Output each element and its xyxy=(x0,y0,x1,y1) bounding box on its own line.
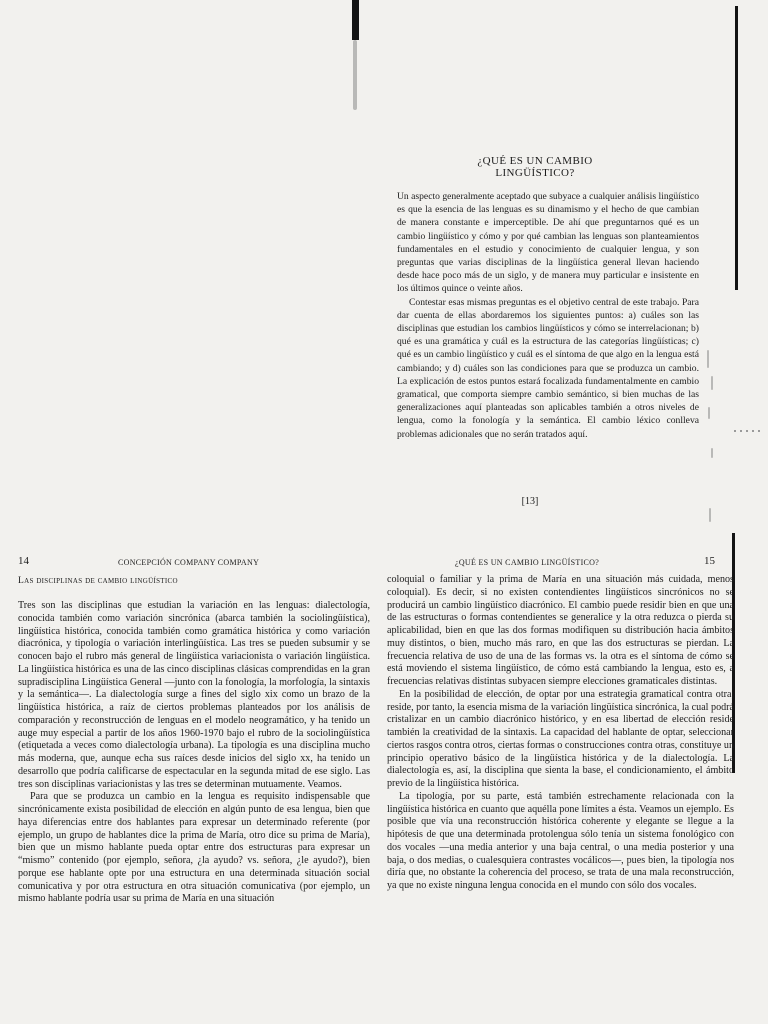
left-paragraph-1: Tres son las disciplinas que estudian la variación en las lenguas: dialectología, conocida también como variación sincrónica (abarca también la sociolingüística), lingüística histórica, conocida también como gramática histórica y como variación diacrónica, y tipología o variación interlingüística. Las tres se pueden subsumir y se conocen bajo el rubro más general de lingüística variacionista o variación lingüística. La lingüística histórica es una de las cinco disciplinas clásicas comprendidas en la gran supradisciplina Lingüística General —junto con la fonología, la morfología, la sintaxis y la semántica—. La dialectología surge a fines del siglo xix como un brazo de la lingüística histórica, a raíz de ciertos problemas planteados por los análisis de comparación y reconstrucción de lenguas en el modelo neogramático, y ha tenido un auge muy especial a partir de los años 1960-1970 bajo el rubro de la sociolingüística (etiquetada a veces como dialectología urbana). La tipología es una disciplina mucho más moderna, que, aunque echa sus raíces desde inicios del siglo xx, ha tenido un desarrollo que podría calificarse de espectacular en la segunda mitad de ese siglo. Las tres son disciplinas variacionistas y las tres se determinan mutuamente. Veamos. xyxy=(18,600,370,790)
intro-text xyxy=(397,190,699,441)
right-paragraph-3: La tipología, por su parte, está también estrechamente relacionada con la lingüística histórica en cuanto que aquélla pone límites a ésta. Veamos un ejemplo. Es posible que vía una reconstrucción histórica coherente y elegante se llegue a la hipótesis de que una determinada protolengua sólo tenía un sistema fonológico con dos vocales —una media anterior y una baja central, o una media posterior y una baja, o dos medias, o cualesquiera contrastes vocálicos—, pues bien, la tipología nos diría que, no obstante la coherencia del proceso, se trata de una mala reconstrucción, ya que no existe ninguna lengua conocida en el mundo con sólo dos vocales. xyxy=(387,790,734,891)
scan-edge-right-top xyxy=(735,6,738,290)
scan-mark xyxy=(711,376,713,390)
left-column xyxy=(18,600,370,906)
page-number-14: 14 xyxy=(18,555,29,567)
right-column xyxy=(387,574,734,893)
scan-mark xyxy=(707,350,709,368)
page-number-15: 15 xyxy=(704,555,715,567)
section-title: Las disciplinas de cambio lingüístico xyxy=(18,576,178,586)
scan-mark xyxy=(709,508,711,522)
running-head-left: CONCEPCIÓN COMPANY COMPANY xyxy=(118,558,260,567)
right-paragraph-2: En la posibilidad de elección, de optar por una estrategia gramatical contra otra, reside, por tanto, la esencia misma de la variación lingüística sincrónica, la cual podrá cristalizar en un cambio diacrónico histórico, y en esa libertad de elección reside también la creatividad de la sintaxis. La capacidad del hablante de optar, seleccionar ciertos rasgos contra otros, ciertas formas o construcciones contra otras, constituye un principio operativo básico de la lingüística histórica y de la dialectología. La dialectología es, así, la disciplina que sienta la base, el condicionamiento, el ámbito previo de la lingüística histórica. xyxy=(387,688,734,789)
page-number-13: [13] xyxy=(521,496,539,507)
running-head-right: ¿QUÉ ES UN CAMBIO LINGÜÍSTICO? xyxy=(455,558,600,567)
scan-dots xyxy=(734,430,764,432)
right-paragraph-1: coloquial o familiar y la prima de María en una situación más cuidada, menos coloquial). Es decir, si no existen contendientes lingüísticos sincrónicos no se producirá un cambio lingüístico diacrónico. El cambio puede residir bien en que una de las estructuras o formas contendientes se generalice y la otra reduzca o pierda su aplicabilidad, bien en que las dos formas modifiquen su distribución hacia ámbitos muy distintos, o bien, mucho más raro, en que las dos estructuras se pierdan. La frecuencia relativa de uso de una de las formas vs. la otra es el síntoma de cómo se está moviendo el sistema lingüístico, de cómo está cambiando la lengua, esto es, a frecuencias relativas distintas subyacen siempre elecciones gramaticales distintas. xyxy=(387,574,734,687)
scan-mark xyxy=(711,448,713,458)
intro-paragraph-1: Un aspecto generalmente aceptado que subyace a cualquier análisis lingüístico es que la esencia de las lenguas es su dinamismo y el hecho de que cambian de manera constante e imperceptible. De ahí que preguntarnos qué es un cambio lingüístico y cómo y por qué cambian las lenguas son planteamientos fundamentales en el estudio y conocimiento de cualquier lengua, y son preguntas que varias disciplinas de la lingüística general llevan haciendo desde hace poco más de un siglo, y de manera muy particular e insistente en los últimos quince o veinte años. xyxy=(397,191,699,295)
left-paragraph-2: Para que se produzca un cambio en la lengua es requisito indispensable que sincrónicamente exista posibilidad de elección en algún punto de esa lengua, bien que haya diferencias entre dos hablantes para expresar un determinado referente (por ejemplo, un grupo de hablantes dice la prima de María, otro dice su prima de María), bien que un mismo hablante pueda optar entre dos estructuras para expresar un “mismo” contenido (por ejemplo, señora, ¿la ayudo? vs. señora, ¿le ayudo?), bien porque ese hablante opte por una estructura en una determinada situación social comunicativa y por otra estructura en otra situación comunicativa (por ejemplo, un mismo hablante podría usar su prima de María en una situación xyxy=(18,791,370,905)
chapter-title: ¿QUÉ ES UN CAMBIO LINGÜÍSTICO? xyxy=(477,155,593,179)
scan-edge-top xyxy=(352,0,359,40)
intro-paragraph-2: Contestar esas mismas preguntas es el objetivo central de este trabajo. Para dar cuenta de ellas abordaremos los siguientes puntos: a) cuáles son las disciplinas que estudian los cambios lingüísticos y cómo se interrelacionan; b) qué es una gramática y cuál es la estructura de las categorías lingüísticas; c) qué es un cambio lingüístico y cuál es el síntoma de que algo en la lengua está cambiando; y d) cuáles son las condiciones para que se produzca un cambio. La explicación de estos puntos estará focalizada fundamentalmente en cambio gramatical, que comporta siempre cambio semántico, si bien muchas de las generalizaciones aquí planteadas son aplicables también a otros niveles de lengua, como la fonología y la semántica. El cambio léxico conlleva problemas adicionales que no serán tratados aquí. xyxy=(397,296,699,440)
scan-mark xyxy=(708,407,710,419)
scan-smudge xyxy=(353,40,357,110)
